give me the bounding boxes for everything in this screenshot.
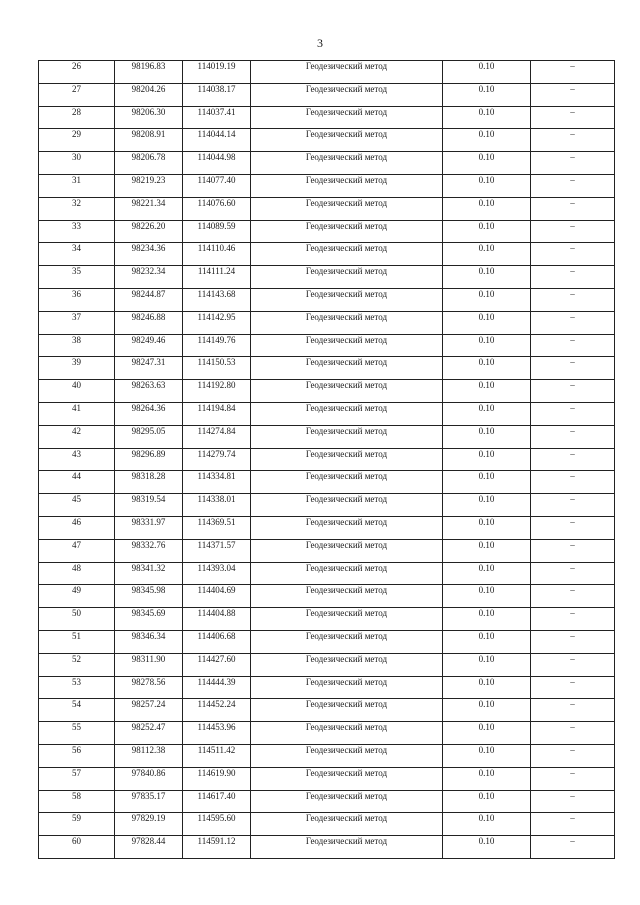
coordinate-x-cell: 98345.98	[115, 585, 183, 608]
coordinate-y-cell: 114452.24	[183, 699, 251, 722]
method-cell: Геодезический метод	[251, 425, 443, 448]
coordinate-y-cell: 114110.46	[183, 243, 251, 266]
table-row	[39, 448, 615, 471]
description-cell: –	[531, 334, 615, 357]
method-cell: Геодезический метод	[251, 653, 443, 676]
description-cell: –	[531, 585, 615, 608]
coordinate-x-cell: 98246.88	[115, 311, 183, 334]
coordinate-y-cell: 114274.84	[183, 425, 251, 448]
description-cell: –	[531, 836, 615, 859]
point-number-cell: 31	[39, 174, 115, 197]
coordinates-table-body	[39, 61, 615, 859]
coordinate-x-cell: 98295.05	[115, 425, 183, 448]
table-row	[39, 243, 615, 266]
point-number-cell: 40	[39, 380, 115, 403]
table-row	[39, 585, 615, 608]
description-cell: –	[531, 152, 615, 175]
precision-cell: 0.10	[443, 608, 531, 631]
table-row	[39, 380, 615, 403]
table-row	[39, 813, 615, 836]
point-number-cell: 59	[39, 813, 115, 836]
precision-cell: 0.10	[443, 288, 531, 311]
precision-cell: 0.10	[443, 152, 531, 175]
coordinate-x-cell: 98319.54	[115, 494, 183, 517]
table-row	[39, 129, 615, 152]
coordinate-x-cell: 97828.44	[115, 836, 183, 859]
table-row	[39, 220, 615, 243]
table-row	[39, 357, 615, 380]
coordinate-x-cell: 98208.91	[115, 129, 183, 152]
method-cell: Геодезический метод	[251, 61, 443, 84]
description-cell: –	[531, 653, 615, 676]
coordinate-x-cell: 98112.38	[115, 744, 183, 767]
method-cell: Геодезический метод	[251, 562, 443, 585]
precision-cell: 0.10	[443, 699, 531, 722]
table-row	[39, 106, 615, 129]
precision-cell: 0.10	[443, 744, 531, 767]
point-number-cell: 34	[39, 243, 115, 266]
precision-cell: 0.10	[443, 311, 531, 334]
table-row	[39, 174, 615, 197]
coordinate-x-cell: 98226.20	[115, 220, 183, 243]
point-number-cell: 57	[39, 767, 115, 790]
coordinate-x-cell: 98264.36	[115, 402, 183, 425]
coordinate-y-cell: 114279.74	[183, 448, 251, 471]
table-row	[39, 152, 615, 175]
coordinate-y-cell: 114595.60	[183, 813, 251, 836]
coordinate-x-cell: 98252.47	[115, 722, 183, 745]
coordinate-x-cell: 98219.23	[115, 174, 183, 197]
coordinate-y-cell: 114192.80	[183, 380, 251, 403]
table-row	[39, 334, 615, 357]
point-number-cell: 56	[39, 744, 115, 767]
precision-cell: 0.10	[443, 83, 531, 106]
point-number-cell: 35	[39, 266, 115, 289]
coordinate-y-cell: 114037.41	[183, 106, 251, 129]
table-row	[39, 767, 615, 790]
method-cell: Геодезический метод	[251, 471, 443, 494]
point-number-cell: 32	[39, 197, 115, 220]
coordinate-x-cell: 98206.78	[115, 152, 183, 175]
coordinate-y-cell: 114019.19	[183, 61, 251, 84]
coordinate-y-cell: 114150.53	[183, 357, 251, 380]
coordinate-y-cell: 114617.40	[183, 790, 251, 813]
coordinate-x-cell: 98345.69	[115, 608, 183, 631]
description-cell: –	[531, 630, 615, 653]
precision-cell: 0.10	[443, 448, 531, 471]
coordinate-y-cell: 114453.96	[183, 722, 251, 745]
coordinate-y-cell: 114444.39	[183, 676, 251, 699]
description-cell: –	[531, 676, 615, 699]
coordinate-y-cell: 114406.68	[183, 630, 251, 653]
point-number-cell: 51	[39, 630, 115, 653]
coordinate-x-cell: 98244.87	[115, 288, 183, 311]
coordinate-y-cell: 114143.68	[183, 288, 251, 311]
point-number-cell: 45	[39, 494, 115, 517]
point-number-cell: 33	[39, 220, 115, 243]
point-number-cell: 60	[39, 836, 115, 859]
precision-cell: 0.10	[443, 813, 531, 836]
coordinate-x-cell: 98257.24	[115, 699, 183, 722]
table-row	[39, 722, 615, 745]
coordinate-y-cell: 114619.90	[183, 767, 251, 790]
description-cell: –	[531, 699, 615, 722]
point-number-cell: 26	[39, 61, 115, 84]
table-row	[39, 471, 615, 494]
method-cell: Геодезический метод	[251, 722, 443, 745]
table-row	[39, 311, 615, 334]
table-row	[39, 630, 615, 653]
method-cell: Геодезический метод	[251, 380, 443, 403]
method-cell: Геодезический метод	[251, 243, 443, 266]
point-number-cell: 29	[39, 129, 115, 152]
table-row	[39, 266, 615, 289]
coordinates-table	[38, 60, 615, 859]
point-number-cell: 48	[39, 562, 115, 585]
precision-cell: 0.10	[443, 676, 531, 699]
precision-cell: 0.10	[443, 380, 531, 403]
method-cell: Геодезический метод	[251, 83, 443, 106]
table-row	[39, 562, 615, 585]
point-number-cell: 38	[39, 334, 115, 357]
table-row	[39, 288, 615, 311]
precision-cell: 0.10	[443, 585, 531, 608]
description-cell: –	[531, 266, 615, 289]
table-row	[39, 744, 615, 767]
coordinate-y-cell: 114404.69	[183, 585, 251, 608]
coordinate-y-cell: 114427.60	[183, 653, 251, 676]
precision-cell: 0.10	[443, 334, 531, 357]
coordinate-x-cell: 98278.56	[115, 676, 183, 699]
method-cell: Геодезический метод	[251, 174, 443, 197]
precision-cell: 0.10	[443, 243, 531, 266]
description-cell: –	[531, 243, 615, 266]
description-cell: –	[531, 380, 615, 403]
coordinate-y-cell: 114334.81	[183, 471, 251, 494]
point-number-cell: 42	[39, 425, 115, 448]
method-cell: Геодезический метод	[251, 152, 443, 175]
coordinate-x-cell: 98234.36	[115, 243, 183, 266]
point-number-cell: 52	[39, 653, 115, 676]
description-cell: –	[531, 790, 615, 813]
coordinate-y-cell: 114194.84	[183, 402, 251, 425]
coordinate-y-cell: 114371.57	[183, 539, 251, 562]
precision-cell: 0.10	[443, 653, 531, 676]
coordinate-x-cell: 98232.34	[115, 266, 183, 289]
precision-cell: 0.10	[443, 539, 531, 562]
coordinate-y-cell: 114044.98	[183, 152, 251, 175]
precision-cell: 0.10	[443, 197, 531, 220]
point-number-cell: 47	[39, 539, 115, 562]
coordinate-y-cell: 114393.04	[183, 562, 251, 585]
precision-cell: 0.10	[443, 266, 531, 289]
precision-cell: 0.10	[443, 767, 531, 790]
point-number-cell: 28	[39, 106, 115, 129]
description-cell: –	[531, 448, 615, 471]
method-cell: Геодезический метод	[251, 334, 443, 357]
point-number-cell: 49	[39, 585, 115, 608]
table-row	[39, 516, 615, 539]
method-cell: Геодезический метод	[251, 220, 443, 243]
precision-cell: 0.10	[443, 402, 531, 425]
table-row	[39, 402, 615, 425]
table-row	[39, 699, 615, 722]
precision-cell: 0.10	[443, 129, 531, 152]
precision-cell: 0.10	[443, 357, 531, 380]
coordinate-y-cell: 114591.12	[183, 836, 251, 859]
point-number-cell: 55	[39, 722, 115, 745]
method-cell: Геодезический метод	[251, 448, 443, 471]
point-number-cell: 58	[39, 790, 115, 813]
coordinate-y-cell: 114089.59	[183, 220, 251, 243]
precision-cell: 0.10	[443, 106, 531, 129]
point-number-cell: 43	[39, 448, 115, 471]
method-cell: Геодезический метод	[251, 539, 443, 562]
precision-cell: 0.10	[443, 516, 531, 539]
point-number-cell: 53	[39, 676, 115, 699]
table-row	[39, 83, 615, 106]
description-cell: –	[531, 539, 615, 562]
method-cell: Геодезический метод	[251, 288, 443, 311]
description-cell: –	[531, 129, 615, 152]
coordinate-x-cell: 98341.32	[115, 562, 183, 585]
point-number-cell: 41	[39, 402, 115, 425]
coordinate-x-cell: 98263.63	[115, 380, 183, 403]
coordinate-x-cell: 98221.34	[115, 197, 183, 220]
description-cell: –	[531, 608, 615, 631]
method-cell: Геодезический метод	[251, 266, 443, 289]
coordinate-x-cell: 97835.17	[115, 790, 183, 813]
description-cell: –	[531, 722, 615, 745]
table-row	[39, 653, 615, 676]
point-number-cell: 30	[39, 152, 115, 175]
description-cell: –	[531, 516, 615, 539]
table-row	[39, 494, 615, 517]
coordinate-x-cell: 98247.31	[115, 357, 183, 380]
coordinate-y-cell: 114142.95	[183, 311, 251, 334]
coordinate-y-cell: 114076.60	[183, 197, 251, 220]
description-cell: –	[531, 767, 615, 790]
description-cell: –	[531, 197, 615, 220]
coordinate-y-cell: 114077.40	[183, 174, 251, 197]
method-cell: Геодезический метод	[251, 494, 443, 517]
method-cell: Геодезический метод	[251, 699, 443, 722]
coordinate-x-cell: 98332.76	[115, 539, 183, 562]
precision-cell: 0.10	[443, 425, 531, 448]
coordinate-y-cell: 114038.17	[183, 83, 251, 106]
coordinate-x-cell: 98318.28	[115, 471, 183, 494]
precision-cell: 0.10	[443, 471, 531, 494]
table-row	[39, 197, 615, 220]
method-cell: Геодезический метод	[251, 676, 443, 699]
method-cell: Геодезический метод	[251, 197, 443, 220]
description-cell: –	[531, 106, 615, 129]
description-cell: –	[531, 357, 615, 380]
coordinate-x-cell: 98331.97	[115, 516, 183, 539]
point-number-cell: 36	[39, 288, 115, 311]
point-number-cell: 54	[39, 699, 115, 722]
coordinate-x-cell: 98346.34	[115, 630, 183, 653]
table-row	[39, 676, 615, 699]
method-cell: Геодезический метод	[251, 516, 443, 539]
description-cell: –	[531, 494, 615, 517]
coordinate-y-cell: 114369.51	[183, 516, 251, 539]
precision-cell: 0.10	[443, 630, 531, 653]
description-cell: –	[531, 83, 615, 106]
method-cell: Геодезический метод	[251, 836, 443, 859]
precision-cell: 0.10	[443, 722, 531, 745]
coordinate-x-cell: 97829.19	[115, 813, 183, 836]
coordinate-y-cell: 114338.01	[183, 494, 251, 517]
table-row	[39, 608, 615, 631]
method-cell: Геодезический метод	[251, 311, 443, 334]
description-cell: –	[531, 288, 615, 311]
precision-cell: 0.10	[443, 220, 531, 243]
precision-cell: 0.10	[443, 836, 531, 859]
description-cell: –	[531, 311, 615, 334]
precision-cell: 0.10	[443, 790, 531, 813]
table-row	[39, 539, 615, 562]
description-cell: –	[531, 402, 615, 425]
method-cell: Геодезический метод	[251, 357, 443, 380]
method-cell: Геодезический метод	[251, 585, 443, 608]
table-row	[39, 61, 615, 84]
description-cell: –	[531, 813, 615, 836]
coordinate-x-cell: 98206.30	[115, 106, 183, 129]
coordinate-x-cell: 98196.83	[115, 61, 183, 84]
method-cell: Геодезический метод	[251, 129, 443, 152]
description-cell: –	[531, 220, 615, 243]
method-cell: Геодезический метод	[251, 790, 443, 813]
point-number-cell: 27	[39, 83, 115, 106]
coordinate-x-cell: 98296.89	[115, 448, 183, 471]
coordinate-x-cell: 97840.86	[115, 767, 183, 790]
method-cell: Геодезический метод	[251, 767, 443, 790]
coordinate-y-cell: 114111.24	[183, 266, 251, 289]
method-cell: Геодезический метод	[251, 608, 443, 631]
coordinate-y-cell: 114511.42	[183, 744, 251, 767]
point-number-cell: 39	[39, 357, 115, 380]
method-cell: Геодезический метод	[251, 813, 443, 836]
point-number-cell: 37	[39, 311, 115, 334]
method-cell: Геодезический метод	[251, 106, 443, 129]
coordinate-x-cell: 98204.26	[115, 83, 183, 106]
description-cell: –	[531, 471, 615, 494]
method-cell: Геодезический метод	[251, 744, 443, 767]
description-cell: –	[531, 425, 615, 448]
description-cell: –	[531, 562, 615, 585]
table-row	[39, 790, 615, 813]
coordinate-y-cell: 114404.88	[183, 608, 251, 631]
precision-cell: 0.10	[443, 562, 531, 585]
point-number-cell: 44	[39, 471, 115, 494]
coordinate-y-cell: 114149.76	[183, 334, 251, 357]
method-cell: Геодезический метод	[251, 630, 443, 653]
coordinate-y-cell: 114044.14	[183, 129, 251, 152]
table-row	[39, 425, 615, 448]
precision-cell: 0.10	[443, 61, 531, 84]
description-cell: –	[531, 174, 615, 197]
coordinate-x-cell: 98249.46	[115, 334, 183, 357]
page-number: 3	[317, 36, 323, 50]
method-cell: Геодезический метод	[251, 402, 443, 425]
coordinate-x-cell: 98311.90	[115, 653, 183, 676]
precision-cell: 0.10	[443, 494, 531, 517]
precision-cell: 0.10	[443, 174, 531, 197]
point-number-cell: 46	[39, 516, 115, 539]
description-cell: –	[531, 61, 615, 84]
table-row	[39, 836, 615, 859]
point-number-cell: 50	[39, 608, 115, 631]
description-cell: –	[531, 744, 615, 767]
